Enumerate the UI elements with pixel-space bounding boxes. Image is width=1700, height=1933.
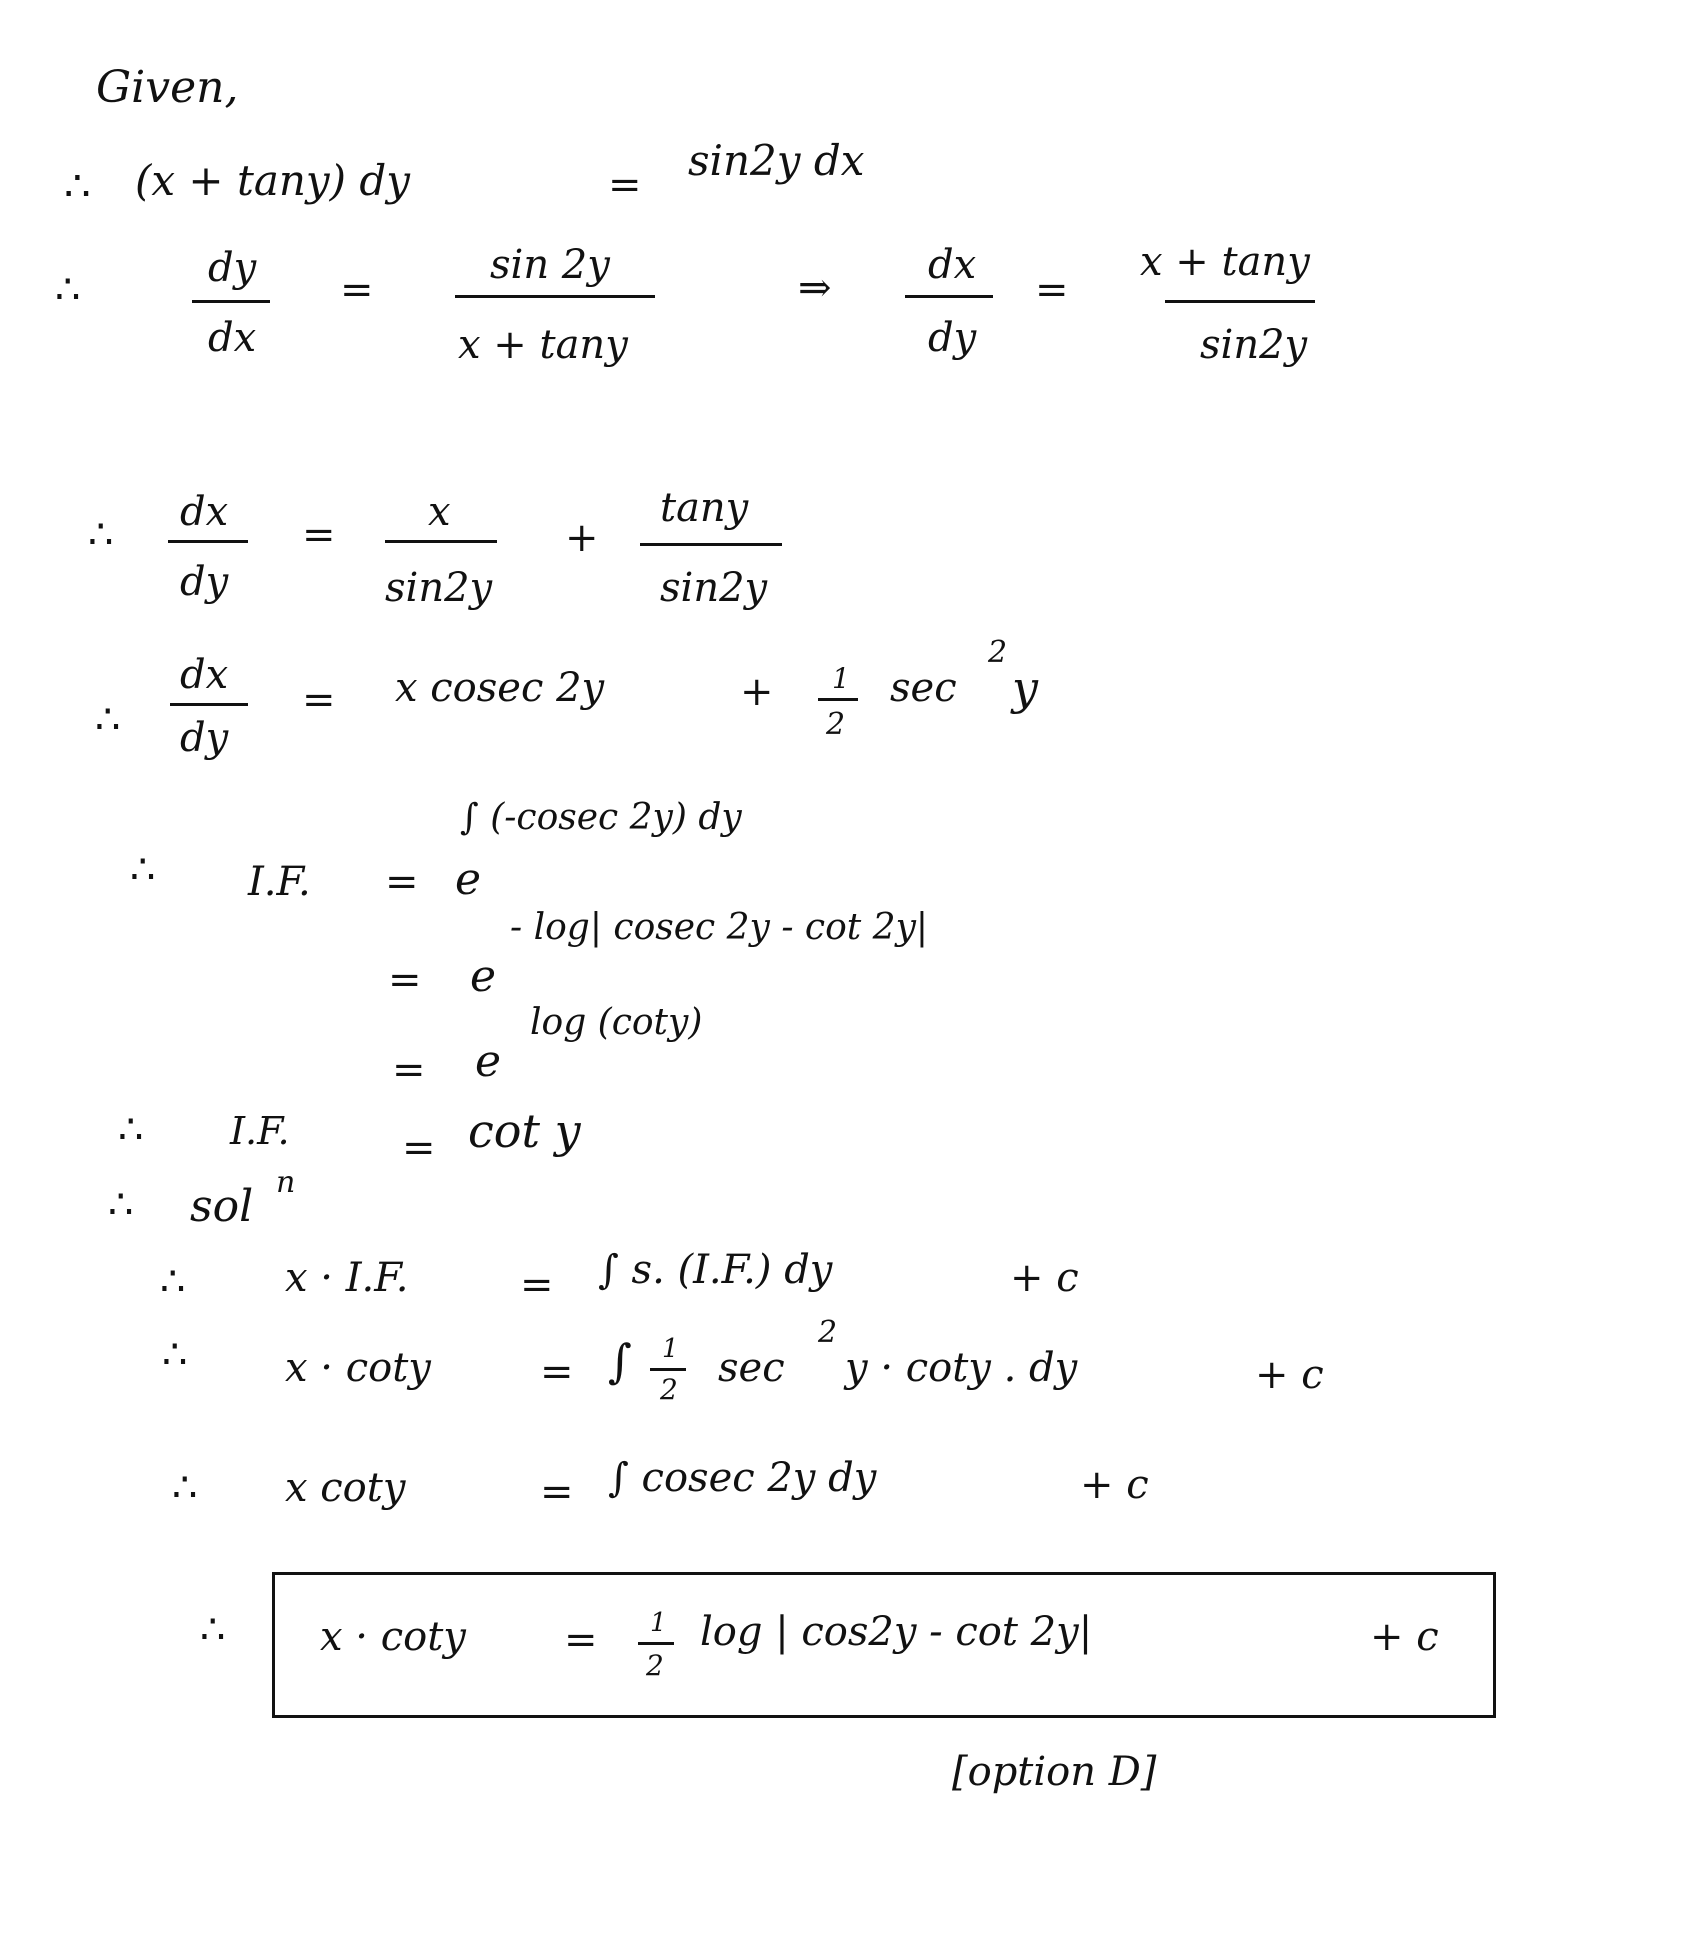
equals-sign: = <box>1035 267 1069 313</box>
superscript: n <box>276 1165 296 1200</box>
equals-sign: = <box>302 512 336 558</box>
therefore-symbol: ∴ <box>64 161 91 210</box>
given-heading: Given, <box>96 62 239 113</box>
sec-function: sec <box>718 1345 785 1391</box>
integrating-factor-label: I.F. <box>248 859 311 905</box>
equals-sign: = <box>540 1469 574 1515</box>
integration-constant: + c <box>1255 1352 1324 1398</box>
fraction-denominator: sin2y <box>385 565 493 611</box>
therefore-symbol: ∴ <box>118 1107 144 1153</box>
exponential-base: e <box>470 951 497 1002</box>
fraction-bar <box>455 295 655 298</box>
fraction-bar <box>905 295 993 298</box>
fraction-bar <box>640 543 782 546</box>
variable: y <box>1012 661 1038 715</box>
sec-function: sec <box>890 665 957 711</box>
equals-sign: = <box>302 677 336 723</box>
fraction-numerator: dx <box>180 489 229 535</box>
plus-sign: + <box>565 515 599 561</box>
therefore-symbol: ∴ <box>108 1182 134 1228</box>
fraction-bar <box>192 300 270 303</box>
therefore-symbol: ∴ <box>55 267 81 313</box>
fraction-denominator: dy <box>180 715 229 761</box>
fraction-numerator: tany <box>660 485 749 531</box>
answer-option: [option D] <box>952 1749 1157 1795</box>
solution-lhs: x coty <box>285 1465 406 1511</box>
fraction-denominator: 2 <box>646 1649 664 1682</box>
integration-constant: + c <box>1370 1614 1439 1660</box>
fraction-numerator: dy <box>208 245 257 291</box>
rhs-term: x cosec 2y <box>395 665 605 711</box>
integration-constant: + c <box>1010 1255 1079 1301</box>
fraction-numerator: x + tany <box>1140 239 1310 285</box>
solution-heading: sol <box>190 1181 254 1232</box>
fraction-bar <box>1165 300 1315 303</box>
therefore-symbol: ∴ <box>200 1607 226 1653</box>
equals-sign: = <box>385 859 419 905</box>
fraction-numerator: 1 <box>832 662 850 695</box>
equals-sign: = <box>402 1125 436 1171</box>
exponent: ∫ (-cosec 2y) dy <box>460 797 742 838</box>
final-rhs: log | cos2y - cot 2y| <box>700 1609 1093 1655</box>
fraction-numerator: x <box>428 489 451 535</box>
fraction-bar <box>638 1642 674 1645</box>
equals-sign: = <box>392 1047 426 1093</box>
equals-sign: = <box>340 267 374 313</box>
therefore-symbol: ∴ <box>162 1332 188 1378</box>
solution-rhs: ∫ s. (I.F.) dy <box>598 1247 833 1293</box>
fraction-denominator: sin2y <box>660 565 768 611</box>
integrand: y · coty . dy <box>845 1345 1078 1391</box>
solution-rhs: ∫ cosec 2y dy <box>608 1455 877 1501</box>
fraction-numerator: 1 <box>662 1334 679 1364</box>
fraction-denominator: dx <box>208 315 257 361</box>
exponent: log (coty) <box>530 1002 703 1043</box>
integration-constant: + c <box>1080 1462 1149 1508</box>
fraction-denominator: sin2y <box>1200 322 1308 368</box>
final-lhs: x · coty <box>320 1614 466 1660</box>
integrating-factor-value: cot y <box>468 1104 581 1158</box>
therefore-symbol: ∴ <box>130 847 156 893</box>
fraction-numerator: dx <box>928 242 977 288</box>
fraction-denominator: 2 <box>826 707 846 742</box>
equals-sign: = <box>608 162 642 208</box>
integral-sign: ∫ <box>608 1334 632 1388</box>
therefore-symbol: ∴ <box>172 1465 198 1511</box>
therefore-symbol: ∴ <box>95 697 121 743</box>
implies-arrow: ⇒ <box>798 265 832 311</box>
fraction-numerator: sin 2y <box>490 242 610 288</box>
therefore-symbol: ∴ <box>88 512 114 558</box>
exponential-base: e <box>455 854 482 905</box>
exponent: 2 <box>988 635 1008 670</box>
equals-sign: = <box>520 1262 554 1308</box>
solution-lhs: x · coty <box>285 1345 431 1391</box>
fraction-bar <box>168 540 248 543</box>
fraction-numerator: 1 <box>650 1608 667 1638</box>
ode-lhs: (x + tany) dy <box>135 156 411 205</box>
exponent: - log| cosec 2y - cot 2y| <box>510 907 929 948</box>
solution-lhs: x · I.F. <box>285 1255 409 1301</box>
fraction-numerator: dx <box>180 652 229 698</box>
fraction-bar <box>650 1368 686 1371</box>
fraction-bar <box>385 540 497 543</box>
equals-sign: = <box>540 1349 574 1395</box>
fraction-bar <box>818 698 858 701</box>
plus-sign: + <box>740 669 774 715</box>
therefore-symbol: ∴ <box>160 1259 186 1305</box>
fraction-denominator: dy <box>928 315 977 361</box>
ode-rhs: sin2y dx <box>688 136 865 185</box>
fraction-denominator: x + tany <box>458 322 628 368</box>
exponent: 2 <box>818 1315 838 1350</box>
integrating-factor-label: I.F. <box>230 1109 290 1153</box>
exponential-base: e <box>475 1036 502 1087</box>
equals-sign: = <box>388 957 422 1003</box>
fraction-denominator: dy <box>180 559 229 605</box>
fraction-denominator: 2 <box>660 1373 678 1406</box>
equals-sign: = <box>564 1617 598 1663</box>
fraction-bar <box>170 703 248 706</box>
